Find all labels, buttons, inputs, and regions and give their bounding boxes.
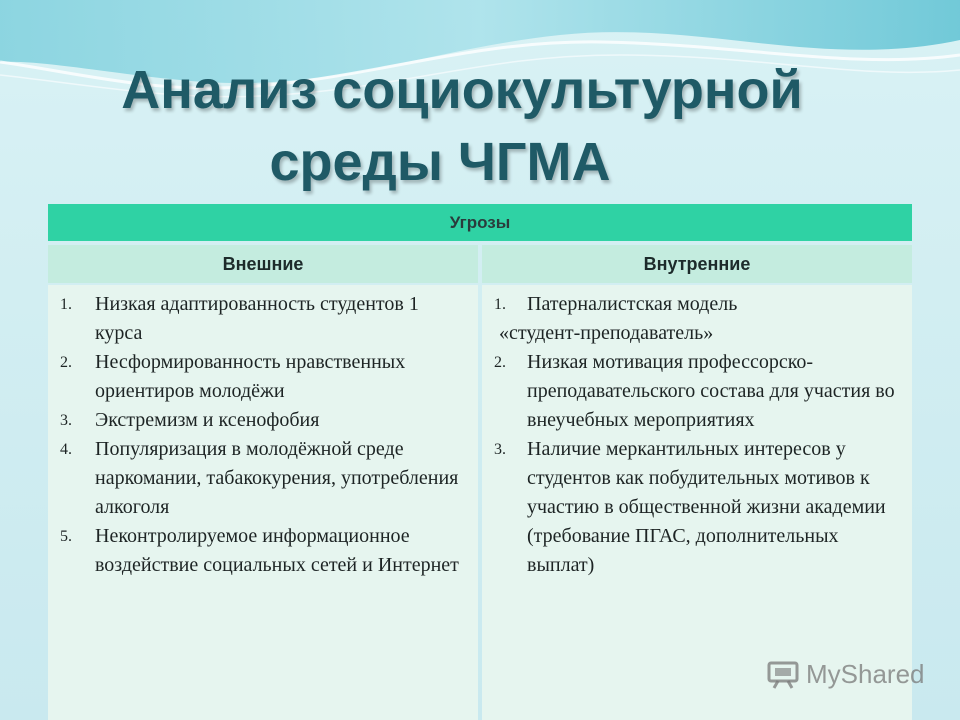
list-number: 3. xyxy=(60,412,72,429)
list-item-text: Низкая адаптированность студентов 1 курса xyxy=(95,293,419,344)
list-item-text: Низкая мотивация профессорско-преподавательского состава для участия во внеучебных мероприятиях xyxy=(527,351,895,431)
internal-threats-list xyxy=(482,285,912,580)
list-number: 4. xyxy=(60,441,72,458)
list-item-continuation: «студент-преподаватель» xyxy=(499,322,714,344)
slide-title-line1: Анализ социокультурной xyxy=(121,60,803,120)
list-item xyxy=(48,290,468,348)
column-header-external: Внешние xyxy=(48,245,478,283)
list-item-text: Неконтролируемое информационное воздействие социальных сетей и Интернет xyxy=(95,525,459,576)
list-item-text: Патерналистская модель xyxy=(527,293,738,315)
list-item-text: Популяризация в молодёжной среде наркомании, табакокурения, употребления алкоголя xyxy=(95,438,459,518)
list-number: 2. xyxy=(60,354,72,371)
list-number: 5. xyxy=(60,528,72,545)
list-item-text: Несформированность нравственных ориентиров молодёжи xyxy=(95,351,406,402)
list-number: 2. xyxy=(494,354,506,371)
list-item xyxy=(482,290,904,348)
watermark-text: MyShared xyxy=(806,658,925,689)
slide-title-line2: среды ЧГМА xyxy=(269,132,611,192)
external-threats-cell xyxy=(48,285,478,720)
list-item xyxy=(482,348,904,435)
column-header-internal: Внутренние xyxy=(482,245,912,283)
table-header-threats: Угрозы xyxy=(48,204,912,241)
list-item-text: Наличие меркантильных интересов у студентов как побудительных мотивов к участию в общественной жизни академии (требование ПГАС, дополнительных выплат) xyxy=(527,438,886,576)
threats-table xyxy=(48,204,912,720)
myshared-watermark xyxy=(766,657,925,691)
list-item xyxy=(482,435,904,580)
list-item xyxy=(48,435,468,522)
list-item-text: Экстремизм и ксенофобия xyxy=(95,409,320,431)
projector-icon xyxy=(766,659,800,689)
list-number: 3. xyxy=(494,441,506,458)
list-item xyxy=(48,348,468,406)
external-threats-list xyxy=(48,285,478,580)
list-number: 1. xyxy=(494,296,506,313)
internal-threats-cell xyxy=(482,285,912,720)
list-item xyxy=(48,406,468,435)
list-item xyxy=(48,522,468,580)
list-number: 1. xyxy=(60,296,72,313)
